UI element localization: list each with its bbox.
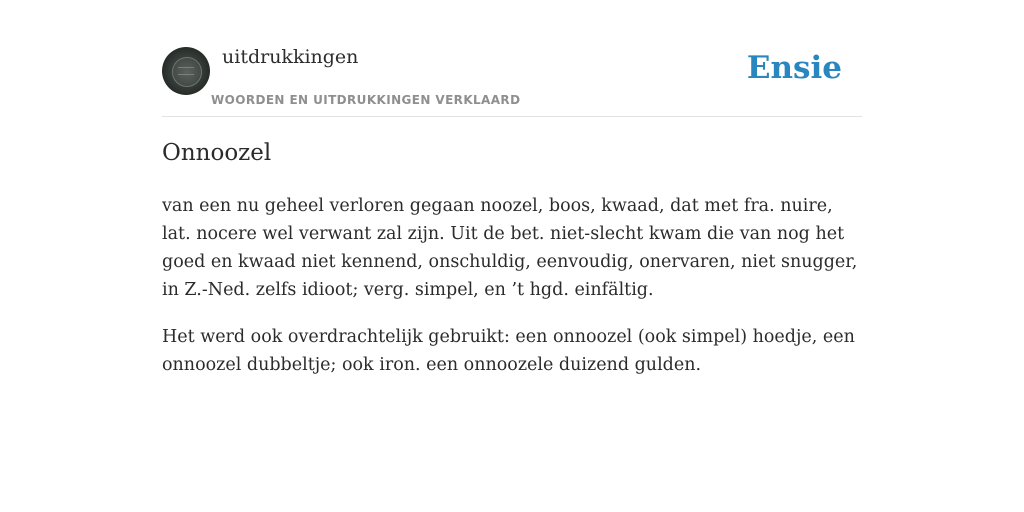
article-paragraph: Het werd ook overdrachtelijk gebruikt: een onnoozel (ook simpel) hoedje, een onnoozel dubbeltje; ook iron. een onnoozele duizend gulden. xyxy=(162,327,855,375)
article-paragraph: van een nu geheel verloren gegaan noozel, boos, kwaad, dat met fra. nuire, lat. nocere wel verwant zal zijn. Uit de bet. niet-slecht kwam die van nog het goed en kwaad niet kennend, onschuldig, eenvoudig, onervaren, niet snugger, in Z.-Ned. zelfs idioot; verg. simpel, en ’t hgd. einfältig. xyxy=(162,196,858,300)
ensie-logo-link[interactable]: Ensie xyxy=(746,50,842,86)
article-body xyxy=(162,192,862,398)
page-title: Onnoozel xyxy=(162,140,272,166)
page xyxy=(162,0,862,512)
site-tagline: WOORDEN EN UITDRUKKINGEN VERKLAARD xyxy=(211,93,521,107)
header xyxy=(162,0,862,117)
avatar[interactable] xyxy=(162,47,210,95)
site-name[interactable]: uitdrukkingen xyxy=(222,46,359,68)
